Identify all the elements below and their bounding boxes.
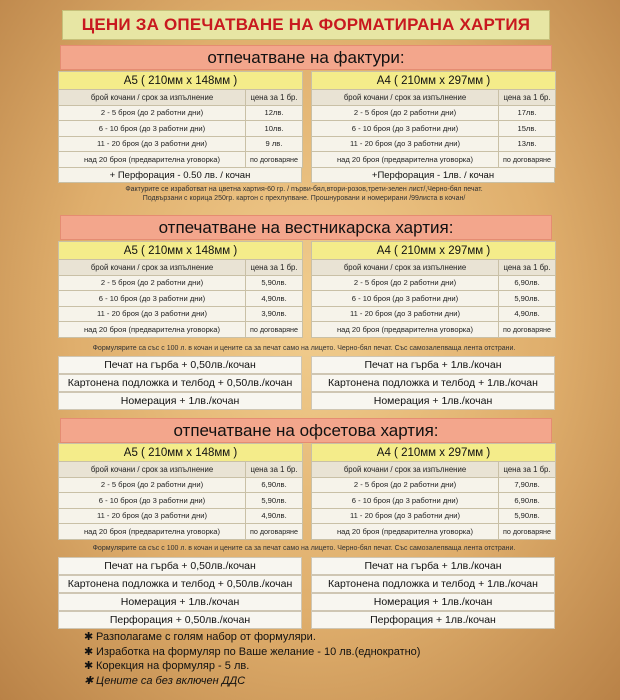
perforation-note-a5: + Перфорация - 0.50 лв. / кочан xyxy=(58,167,302,183)
qty-cell: 6 - 10 броя (до 3 работни дни) xyxy=(59,121,246,137)
price-cell: 4,90лв. xyxy=(246,291,303,307)
addon-cardboard-a5: Картонена подложка и телбод + 0,50лв./кочан xyxy=(58,374,302,392)
qty-cell: над 20 броя (предварителна уговорка) xyxy=(312,322,499,338)
table-row xyxy=(59,152,303,168)
qty-cell: над 20 броя (предварителна уговорка) xyxy=(59,322,246,338)
addon-back-print-a4: Печат на гърба + 1лв./кочан xyxy=(311,557,555,575)
column-header: брой кочани / срок за изпълнение xyxy=(59,90,246,106)
qty-cell: над 20 броя (предварителна уговорка) xyxy=(312,524,499,540)
bottom-note xyxy=(84,645,554,660)
qty-cell: 11 - 20 броя (до 3 работни дни) xyxy=(312,508,499,524)
price-cell: 5,90лв. xyxy=(499,291,556,307)
section-heading-newsprint: отпечатване на вестникарска хартия: xyxy=(60,215,552,240)
qty-cell: 2 - 5 броя (до 2 работни дни) xyxy=(59,105,246,121)
price-cell: 4,90лв. xyxy=(499,306,556,322)
newsprint-a4-table xyxy=(311,241,556,338)
price-cell: 4,90лв. xyxy=(246,508,303,524)
table-row xyxy=(59,136,303,152)
price-cell: 9 лв. xyxy=(246,136,303,152)
qty-cell: 6 - 10 броя (до 3 работни дни) xyxy=(312,291,499,307)
offset-a4-table xyxy=(311,443,556,540)
price-cell: по договаряне xyxy=(499,524,556,540)
qty-cell: 2 - 5 броя (до 2 работни дни) xyxy=(312,105,499,121)
qty-cell: над 20 броя (предварителна уговорка) xyxy=(59,524,246,540)
column-header: цена за 1 бр. xyxy=(499,90,556,106)
table-row xyxy=(59,275,303,291)
bullet-icon: ✱ xyxy=(84,674,94,687)
bottom-note xyxy=(84,674,554,689)
qty-cell: 11 - 20 броя (до 3 работни дни) xyxy=(312,136,499,152)
footnote-line: Подвързани с корица 250гр. картон с прехлупване. Прошнуровани и номерирани /99листа в кочан/ xyxy=(142,194,466,202)
table-row xyxy=(59,493,303,509)
table-row xyxy=(312,291,556,307)
table-row xyxy=(312,152,556,168)
price-cell: 5,90лв. xyxy=(246,275,303,291)
column-header: брой кочани / срок за изпълнение xyxy=(59,260,246,276)
price-cell: 10лв. xyxy=(246,121,303,137)
qty-cell: над 20 броя (предварителна уговорка) xyxy=(312,152,499,168)
bottom-note-text: Разполагаме с голям набор от формуляри. xyxy=(96,631,316,643)
bottom-note-text: Изработка на формуляр по Ваше желание - 10 лв.(еднократно) xyxy=(96,645,421,658)
price-cell: 12лв. xyxy=(246,105,303,121)
table-row xyxy=(59,477,303,493)
price-cell: 17лв. xyxy=(499,105,556,121)
section-heading-offset: отпечатване на офсетова хартия: xyxy=(60,418,552,443)
format-label: A4 ( 210мм х 297мм ) xyxy=(312,242,556,260)
column-header: брой кочани / срок за изпълнение xyxy=(312,260,499,276)
table-row xyxy=(312,322,556,338)
footnote-line: Фактурите се изработват на цветна хартия-60 гр. / първи-бял,втори-розов,трети-зелен лист/,Черно-бял печат. xyxy=(125,186,483,193)
qty-cell: 6 - 10 броя (до 3 работни дни) xyxy=(59,493,246,509)
price-cell: 6,90лв. xyxy=(499,275,556,291)
column-header: цена за 1 бр. xyxy=(246,462,303,478)
price-cell: 13лв. xyxy=(499,136,556,152)
bottom-note-text: Корекция на формуляр - 5 лв. xyxy=(96,660,250,672)
column-header: цена за 1 бр. xyxy=(499,462,556,478)
bullet-icon: ✱ xyxy=(84,631,94,643)
table-row xyxy=(312,477,556,493)
qty-cell: 11 - 20 броя (до 3 работни дни) xyxy=(312,306,499,322)
column-header: брой кочани / срок за изпълнение xyxy=(312,462,499,478)
table-row xyxy=(59,291,303,307)
bullet-icon: ✱ xyxy=(84,645,94,658)
table-row xyxy=(59,508,303,524)
qty-cell: 6 - 10 броя (до 3 работни дни) xyxy=(59,291,246,307)
table-row xyxy=(312,508,556,524)
bottom-note xyxy=(84,659,554,674)
invoices-a5-table xyxy=(58,71,303,168)
table-row xyxy=(312,493,556,509)
price-cell: 3,90лв. xyxy=(246,306,303,322)
qty-cell: 2 - 5 броя (до 2 работни дни) xyxy=(59,477,246,493)
table-row xyxy=(59,524,303,540)
section-heading-invoices: отпечатване на фактури: xyxy=(60,45,552,70)
table-row xyxy=(312,306,556,322)
column-header: цена за 1 бр. xyxy=(499,260,556,276)
qty-cell: 2 - 5 броя (до 2 работни дни) xyxy=(59,275,246,291)
price-cell: по договаряне xyxy=(499,152,556,168)
table-row xyxy=(312,524,556,540)
invoices-a4-table xyxy=(311,71,556,168)
table-row xyxy=(59,121,303,137)
addon-numbering-a4: Номерация + 1лв./кочан xyxy=(311,392,555,410)
addon-cardboard-a4: Картонена подложка и телбод + 1лв./кочан xyxy=(311,374,555,392)
qty-cell: 2 - 5 броя (до 2 работни дни) xyxy=(312,275,499,291)
price-cell: 7,90лв. xyxy=(499,477,556,493)
addon-cardboard-a5: Картонена подложка и телбод + 0,50лв./кочан xyxy=(58,575,302,593)
qty-cell: 6 - 10 броя (до 3 работни дни) xyxy=(312,493,499,509)
price-cell: 5,90лв. xyxy=(246,493,303,509)
perforation-note-a4: +Перфорация - 1лв. / кочан xyxy=(311,167,555,183)
addon-back-print-a5: Печат на гърба + 0,50лв./кочан xyxy=(58,557,302,575)
price-cell: 6,90лв. xyxy=(246,477,303,493)
qty-cell: 2 - 5 броя (до 2 работни дни) xyxy=(312,477,499,493)
offset-footnote: Формулярите са със с 100 л. в кочан и цените са за печат само на лицето. Черно-бял печат. Със самозалепваща лента отстрани. xyxy=(92,545,516,552)
table-row xyxy=(312,105,556,121)
bottom-note-text: Цените са без включен ДДС xyxy=(96,674,246,687)
format-label: A5 ( 210мм х 148мм ) xyxy=(59,242,303,260)
addon-numbering-a5: Номерация + 1лв./кочан xyxy=(58,392,302,410)
offset-a5-table xyxy=(58,443,303,540)
price-cell: 5,90лв. xyxy=(499,508,556,524)
price-cell: по договаряне xyxy=(246,152,303,168)
table-row xyxy=(312,136,556,152)
addon-numbering-a5: Номерация + 1лв./кочан xyxy=(58,593,302,611)
column-header: брой кочани / срок за изпълнение xyxy=(312,90,499,106)
qty-cell: 6 - 10 броя (до 3 работни дни) xyxy=(312,121,499,137)
newsprint-a5-table xyxy=(58,241,303,338)
format-label: A4 ( 210мм х 297мм ) xyxy=(312,444,556,462)
addon-numbering-a4: Номерация + 1лв./кочан xyxy=(311,593,555,611)
bottom-note xyxy=(84,630,554,645)
qty-cell: над 20 броя (предварителна уговорка) xyxy=(59,152,246,168)
invoices-footnote xyxy=(56,186,552,203)
table-row xyxy=(59,306,303,322)
column-header: цена за 1 бр. xyxy=(246,260,303,276)
newsprint-footnote: Формулярите са със с 100 л. в кочан и цените са за печат само на лицето. Черно-бял печат. Със самозалепваща лента отстрани. xyxy=(92,345,516,352)
addon-back-print-a4: Печат на гърба + 1лв./кочан xyxy=(311,356,555,374)
qty-cell: 11 - 20 броя (до 3 работни дни) xyxy=(59,136,246,152)
price-cell: по договаряне xyxy=(246,524,303,540)
addon-cardboard-a4: Картонена подложка и телбод + 1лв./кочан xyxy=(311,575,555,593)
addon-perforation-a5: Перфорация + 0,50лв./кочан xyxy=(58,611,302,629)
table-row xyxy=(312,275,556,291)
column-header: брой кочани / срок за изпълнение xyxy=(59,462,246,478)
price-cell: по договаряне xyxy=(246,322,303,338)
format-label: A5 ( 210мм х 148мм ) xyxy=(59,72,303,90)
bullet-icon: ✱ xyxy=(84,660,94,672)
table-row xyxy=(59,322,303,338)
qty-cell: 11 - 20 броя (до 3 работни дни) xyxy=(59,306,246,322)
table-row xyxy=(59,105,303,121)
page-title: ЦЕНИ ЗА ОПЕЧАТВАНЕ НА ФОРМАТИРАНА ХАРТИЯ xyxy=(62,10,550,40)
addon-perforation-a4: Перфорация + 1лв./кочан xyxy=(311,611,555,629)
format-label: A5 ( 210мм х 148мм ) xyxy=(59,444,303,462)
price-cell: 6,90лв. xyxy=(499,493,556,509)
addon-back-print-a5: Печат на гърба + 0,50лв./кочан xyxy=(58,356,302,374)
price-cell: 15лв. xyxy=(499,121,556,137)
column-header: цена за 1 бр. xyxy=(246,90,303,106)
bottom-notes xyxy=(84,630,554,688)
qty-cell: 11 - 20 броя (до 3 работни дни) xyxy=(59,508,246,524)
format-label: A4 ( 210мм х 297мм ) xyxy=(312,72,556,90)
price-cell: по договаряне xyxy=(499,322,556,338)
table-row xyxy=(312,121,556,137)
